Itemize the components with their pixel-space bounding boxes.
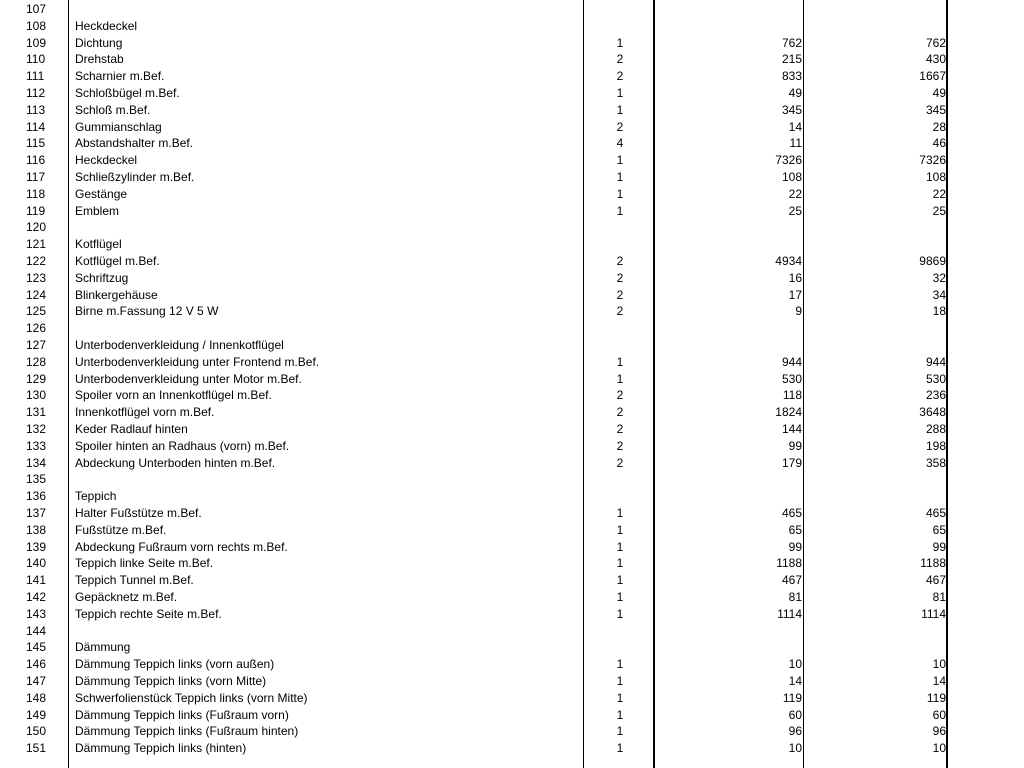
unit-price-cell: 60	[788, 708, 802, 722]
part-description: Kotflügel m.Bef.	[75, 255, 160, 268]
unit-price-cell	[700, 641, 802, 654]
total-price-cell: 10	[932, 742, 946, 756]
quantity-cell: 1	[616, 154, 624, 168]
total-price-cell	[850, 490, 946, 503]
table-row	[0, 20, 1024, 33]
quantity-cell: 2	[616, 305, 624, 319]
row-number: 121	[26, 238, 47, 252]
row-number: 131	[26, 406, 47, 420]
table-row	[0, 423, 1024, 436]
table-row	[0, 272, 1024, 285]
part-description: Abstandshalter m.Bef.	[75, 137, 194, 151]
unit-price-cell: 215	[781, 53, 802, 67]
unit-price-cell: 944	[781, 355, 802, 369]
row-number: 107	[26, 3, 47, 16]
table-row	[0, 37, 1024, 50]
total-price-cell: 198	[925, 439, 946, 453]
quantity-cell: 1	[616, 725, 624, 739]
unit-price-cell: 4934	[775, 255, 802, 268]
quantity-cell: 4	[616, 137, 624, 151]
quantity-cell: 2	[616, 255, 624, 268]
table-row	[0, 440, 1024, 453]
quantity-cell	[590, 641, 650, 654]
part-description: Blinkergehäuse	[75, 288, 158, 302]
table-row	[0, 658, 1024, 671]
unit-price-cell: 9	[795, 305, 802, 319]
row-number: 129	[26, 372, 47, 386]
row-number: 120	[26, 221, 47, 235]
quantity-cell: 1	[616, 708, 624, 722]
table-row	[0, 305, 1024, 318]
total-price-cell: 99	[932, 540, 946, 554]
table-row	[0, 473, 1024, 486]
part-description: Dämmung Teppich links (hinten)	[75, 742, 247, 756]
total-price-cell: 1667	[919, 70, 946, 84]
unit-price-cell: 22	[788, 187, 802, 201]
table-row	[0, 692, 1024, 705]
part-description	[75, 221, 575, 234]
total-price-cell: 1188	[920, 557, 946, 571]
total-price-cell: 60	[932, 708, 946, 722]
table-row	[0, 709, 1024, 722]
quantity-cell: 1	[616, 557, 624, 571]
table-row	[0, 608, 1024, 621]
quantity-cell	[590, 625, 650, 638]
table-row	[0, 675, 1024, 688]
quantity-cell: 2	[616, 288, 624, 302]
quantity-cell: 2	[616, 120, 624, 134]
part-description: Emblem	[75, 204, 120, 218]
total-price-cell: 10	[932, 658, 946, 672]
part-description: Teppich Tunnel m.Bef.	[75, 574, 194, 588]
part-description: Heckdeckel	[75, 19, 138, 33]
unit-price-cell: 25	[788, 204, 802, 218]
quantity-cell: 1	[616, 540, 624, 554]
part-description: Birne m.Fassung 12 V 5 W	[75, 305, 219, 319]
unit-price-cell: 14	[788, 120, 802, 134]
row-number: 119	[26, 204, 46, 218]
unit-price-cell: 345	[781, 103, 802, 117]
row-number: 124	[26, 288, 47, 302]
quantity-cell	[590, 3, 650, 16]
table-row	[0, 406, 1024, 419]
unit-price-cell: 99	[788, 439, 802, 453]
total-price-cell: 65	[932, 523, 946, 537]
quantity-cell: 2	[616, 423, 624, 436]
unit-price-cell: 10	[788, 658, 802, 672]
quantity-cell: 1	[616, 355, 624, 369]
unit-price-cell: 1824	[775, 406, 802, 420]
part-description: Abdeckung Unterboden hinten m.Bef.	[75, 456, 276, 470]
part-description: Schloß m.Bef.	[75, 103, 151, 117]
total-price-cell	[850, 641, 946, 654]
quantity-cell: 1	[616, 675, 624, 688]
part-description: Scharnier m.Bef.	[75, 70, 165, 84]
part-description	[75, 3, 575, 16]
total-price-cell: 430	[925, 53, 946, 67]
table-row	[0, 641, 1024, 654]
quantity-cell	[590, 473, 650, 486]
quantity-cell: 2	[616, 389, 624, 403]
total-price-cell: 236	[925, 389, 946, 403]
part-description: Kotflügel	[75, 238, 122, 252]
quantity-cell: 1	[616, 103, 624, 117]
table-row	[0, 457, 1024, 470]
row-number: 137	[26, 507, 47, 520]
table-row	[0, 154, 1024, 167]
part-description: Unterbodenverkleidung unter Frontend m.Bef.	[75, 355, 320, 369]
part-description: Schloßbügel m.Bef.	[75, 87, 180, 100]
unit-price-cell: 118	[782, 389, 802, 403]
row-number: 109	[26, 36, 47, 50]
quantity-cell: 1	[616, 591, 624, 604]
table-row	[0, 238, 1024, 251]
unit-price-cell: 7326	[775, 154, 802, 168]
total-price-cell: 14	[932, 675, 946, 688]
row-number: 115	[26, 137, 46, 151]
total-price-cell: 345	[925, 103, 946, 117]
table-row	[0, 104, 1024, 117]
quantity-cell: 2	[616, 53, 624, 67]
unit-price-cell: 96	[788, 725, 802, 739]
table-row	[0, 490, 1024, 503]
table-row	[0, 322, 1024, 335]
table-row	[0, 255, 1024, 268]
part-description: Spoiler hinten an Radhaus (vorn) m.Bef.	[75, 439, 290, 453]
row-number: 147	[26, 675, 47, 688]
quantity-cell: 1	[616, 171, 624, 184]
part-description: Schwerfolienstück Teppich links (vorn Mitte)	[75, 691, 308, 705]
part-description: Spoiler vorn an Innenkotflügel m.Bef.	[75, 389, 272, 403]
total-price-cell	[850, 322, 946, 335]
unit-price-cell	[700, 625, 802, 638]
unit-price-cell: 530	[781, 372, 802, 386]
unit-price-cell: 1188	[776, 557, 802, 571]
row-number: 126	[26, 322, 47, 336]
row-number: 150	[26, 725, 47, 739]
row-number: 142	[26, 591, 47, 604]
part-description: Unterbodenverkleidung unter Motor m.Bef.	[75, 372, 302, 386]
part-description: Dämmung Teppich links (vorn außen)	[75, 658, 275, 672]
unit-price-cell	[700, 3, 802, 16]
total-price-cell: 34	[932, 288, 946, 302]
part-description: Abdeckung Fußraum vorn rechts m.Bef.	[75, 540, 288, 554]
part-description: Schließzylinder m.Bef.	[75, 171, 195, 184]
quantity-cell: 2	[616, 456, 624, 470]
quantity-cell	[590, 221, 650, 234]
row-number: 111	[26, 70, 45, 84]
total-price-cell: 49	[932, 87, 946, 100]
total-price-cell: 467	[925, 574, 946, 588]
quantity-cell	[590, 322, 650, 335]
part-description: Schriftzug	[75, 271, 129, 285]
part-description: Dämmung Teppich links (vorn Mitte)	[75, 675, 267, 688]
row-number: 151	[26, 742, 47, 756]
row-number: 138	[26, 523, 47, 537]
quantity-cell: 1	[616, 523, 624, 537]
row-number: 114	[26, 120, 46, 134]
total-price-cell: 7326	[919, 154, 946, 168]
table-row	[0, 53, 1024, 66]
total-price-cell: 32	[932, 271, 946, 285]
unit-price-cell: 119	[782, 691, 802, 705]
quantity-cell: 1	[616, 187, 624, 201]
row-number: 136	[26, 490, 47, 504]
unit-price-cell: 144	[781, 423, 802, 436]
quantity-cell: 1	[616, 658, 624, 672]
part-description: Gummianschlag	[75, 120, 162, 134]
total-price-cell: 9869	[919, 255, 946, 268]
table-row	[0, 725, 1024, 738]
quantity-cell: 1	[616, 507, 624, 520]
table-row	[0, 373, 1024, 386]
row-number: 116	[26, 154, 46, 168]
table-row	[0, 121, 1024, 134]
unit-price-cell	[700, 339, 802, 352]
quantity-cell	[590, 20, 650, 33]
total-price-cell	[850, 20, 946, 33]
row-number: 143	[26, 607, 47, 621]
part-description: Heckdeckel	[75, 154, 138, 168]
total-price-cell: 28	[932, 120, 946, 134]
quantity-cell: 2	[616, 439, 624, 453]
row-number: 127	[26, 339, 47, 352]
unit-price-cell	[700, 238, 802, 251]
unit-price-cell: 10	[788, 742, 802, 756]
total-price-cell: 119	[926, 691, 946, 705]
part-description: Gepäcknetz m.Bef.	[75, 591, 178, 604]
unit-price-cell	[700, 20, 802, 33]
total-price-cell: 358	[925, 456, 946, 470]
row-number: 132	[26, 423, 47, 436]
row-number: 135	[26, 473, 47, 487]
row-number: 130	[26, 389, 47, 403]
part-description: Keder Radlauf hinten	[75, 423, 188, 436]
total-price-cell: 762	[925, 36, 946, 50]
table-row	[0, 541, 1024, 554]
total-price-cell	[850, 238, 946, 251]
part-description: Dichtung	[75, 36, 123, 50]
quantity-cell: 1	[616, 36, 624, 50]
part-description	[75, 322, 575, 335]
row-number: 122	[26, 255, 47, 268]
unit-price-cell: 1114	[777, 607, 802, 621]
unit-price-cell: 467	[781, 574, 802, 588]
row-number: 140	[26, 557, 47, 571]
part-description: Teppich rechte Seite m.Bef.	[75, 607, 222, 621]
unit-price-cell	[700, 490, 802, 503]
row-number: 141	[26, 574, 47, 588]
table-row	[0, 70, 1024, 83]
total-price-cell: 465	[925, 507, 946, 520]
quantity-cell: 1	[616, 204, 624, 218]
row-number: 117	[26, 171, 46, 184]
row-number: 108	[26, 19, 47, 33]
row-number: 139	[26, 540, 47, 554]
part-description	[75, 625, 575, 638]
unit-price-cell	[700, 473, 802, 486]
row-number: 112	[26, 87, 46, 100]
quantity-cell: 1	[616, 372, 624, 386]
table-row	[0, 221, 1024, 234]
part-description: Halter Fußstütze m.Bef.	[75, 507, 202, 520]
table-row	[0, 625, 1024, 638]
table-row	[0, 524, 1024, 537]
total-price-cell: 25	[932, 204, 946, 218]
part-description: Dämmung Teppich links (Fußraum vorn)	[75, 708, 289, 722]
table-row	[0, 188, 1024, 201]
quantity-cell: 1	[616, 87, 624, 100]
quantity-cell: 2	[616, 406, 624, 420]
row-number: 128	[26, 355, 47, 369]
unit-price-cell: 11	[789, 137, 802, 151]
part-description: Dämmung Teppich links (Fußraum hinten)	[75, 725, 299, 739]
part-description	[75, 473, 575, 486]
table-row	[0, 389, 1024, 402]
part-description: Gestänge	[75, 187, 128, 201]
table-row	[0, 591, 1024, 604]
row-number: 118	[26, 187, 46, 201]
total-price-cell: 96	[932, 725, 946, 739]
table-row	[0, 171, 1024, 184]
unit-price-cell	[700, 322, 802, 335]
unit-price-cell: 465	[781, 507, 802, 520]
table-row	[0, 137, 1024, 150]
row-number: 134	[26, 456, 47, 470]
part-description: Teppich	[75, 490, 117, 504]
part-description: Teppich linke Seite m.Bef.	[75, 557, 214, 571]
table-row	[0, 557, 1024, 570]
row-number: 110	[26, 53, 46, 67]
unit-price-cell: 14	[788, 675, 802, 688]
unit-price-cell: 762	[781, 36, 802, 50]
row-number: 123	[26, 271, 47, 285]
table-row	[0, 205, 1024, 218]
row-number: 148	[26, 691, 47, 705]
unit-price-cell: 16	[788, 271, 802, 285]
row-number: 149	[26, 708, 47, 722]
total-price-cell: 46	[932, 137, 946, 151]
total-price-cell	[850, 625, 946, 638]
total-price-cell: 108	[925, 171, 946, 184]
row-number: 113	[26, 103, 46, 117]
total-price-cell	[850, 3, 946, 16]
quantity-cell: 2	[616, 70, 624, 84]
unit-price-cell: 99	[788, 540, 802, 554]
quantity-cell: 1	[616, 691, 624, 705]
total-price-cell	[850, 339, 946, 352]
total-price-cell: 1114	[921, 607, 946, 621]
part-description: Innenkotflügel vorn m.Bef.	[75, 406, 215, 420]
part-description: Fußstütze m.Bef.	[75, 523, 167, 537]
table-row	[0, 742, 1024, 755]
total-price-cell: 22	[932, 187, 946, 201]
table-row	[0, 507, 1024, 520]
total-price-cell: 944	[925, 355, 946, 369]
row-number: 133	[26, 439, 47, 453]
total-price-cell	[850, 221, 946, 234]
unit-price-cell: 108	[781, 171, 802, 184]
table-row	[0, 87, 1024, 100]
unit-price-cell: 179	[781, 456, 802, 470]
unit-price-cell: 65	[788, 523, 802, 537]
part-description: Drehstab	[75, 53, 124, 67]
row-number: 145	[26, 641, 47, 655]
quantity-cell: 1	[616, 574, 624, 588]
total-price-cell: 81	[932, 591, 946, 604]
quantity-cell	[590, 339, 650, 352]
unit-price-cell: 833	[781, 70, 802, 84]
row-number: 144	[26, 624, 47, 638]
quantity-cell: 1	[616, 742, 624, 756]
part-description: Unterbodenverkleidung / Innenkotflügel	[75, 339, 284, 352]
total-price-cell	[850, 473, 946, 486]
part-description: Dämmung	[75, 641, 131, 655]
table-row	[0, 289, 1024, 302]
unit-price-cell	[700, 221, 802, 234]
quantity-cell: 2	[616, 271, 624, 285]
table-row	[0, 356, 1024, 369]
quantity-cell	[590, 238, 650, 251]
table-row	[0, 3, 1024, 16]
quantity-cell	[590, 490, 650, 503]
total-price-cell: 530	[925, 372, 946, 386]
row-number: 125	[26, 305, 47, 319]
total-price-cell: 3648	[919, 406, 946, 420]
row-number: 146	[26, 658, 47, 672]
total-price-cell: 288	[925, 423, 946, 436]
total-price-cell: 18	[932, 305, 946, 319]
table-row	[0, 574, 1024, 587]
unit-price-cell: 81	[788, 591, 802, 604]
quantity-cell: 1	[616, 607, 624, 621]
unit-price-cell: 49	[788, 87, 802, 100]
table-row	[0, 339, 1024, 352]
unit-price-cell: 17	[788, 288, 802, 302]
